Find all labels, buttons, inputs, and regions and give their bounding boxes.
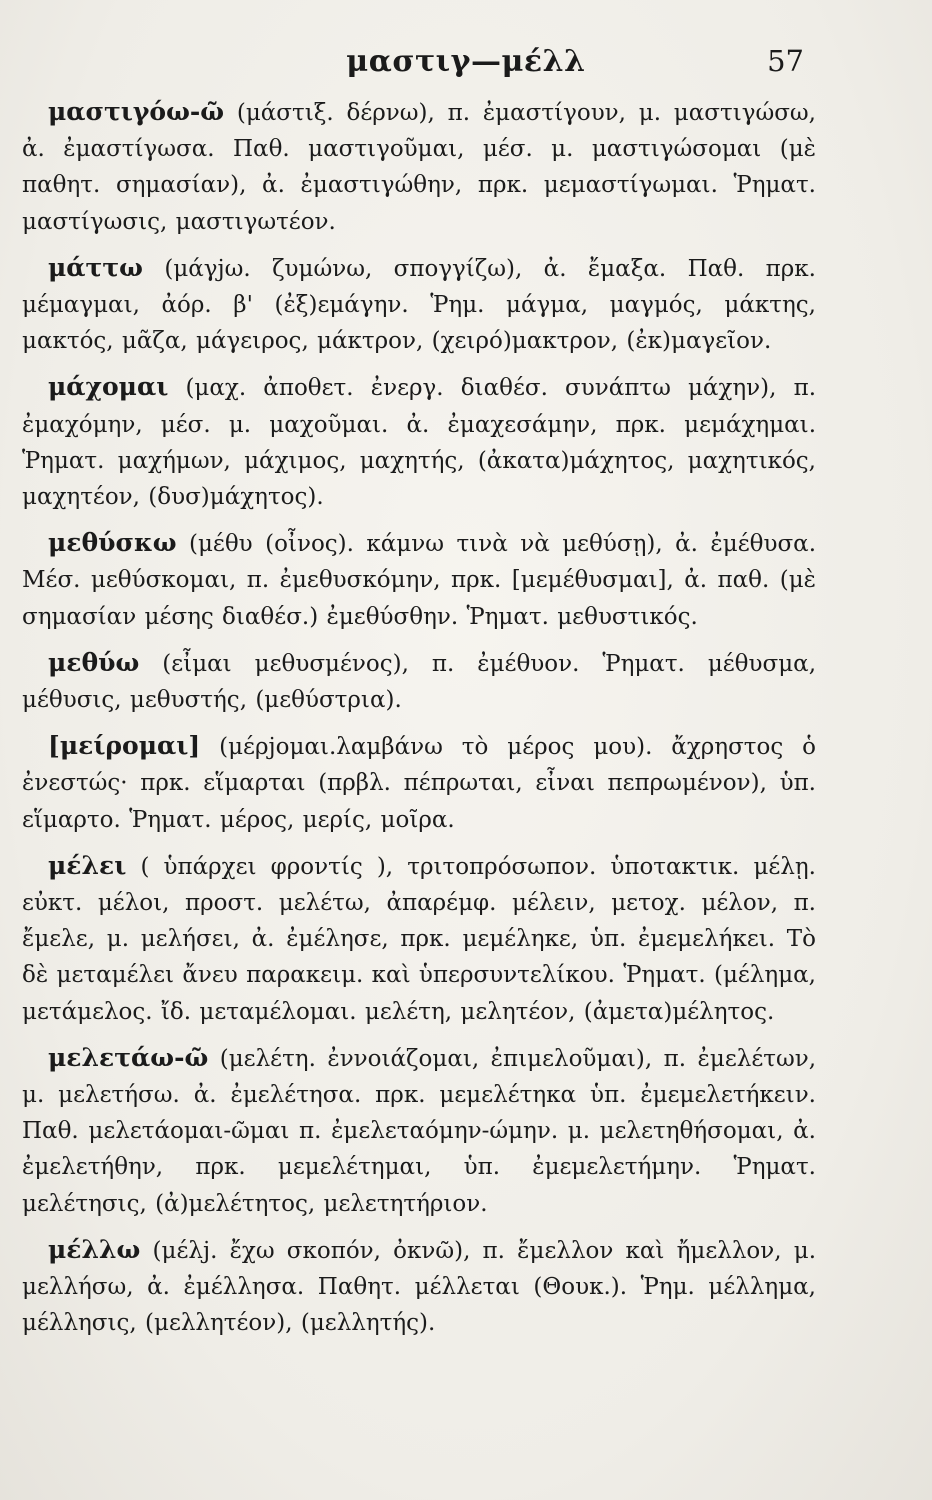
dictionary-entry bbox=[22, 525, 816, 635]
entry-headword: μάττω bbox=[48, 252, 143, 282]
entry-headword: μέλει bbox=[48, 850, 127, 880]
entry-definition: (μαχ. ἀποθετ. ἐνεργ. διαθέσ. συνάπτω μάχην), π. ἐμαχόμην, μέσ. μ. μαχοῦμαι. ἀ. ἐμαχεσάμην, πρκ. μεμάχημαι. Ῥηματ. μαχήμων, μάχιμος, μαχητής, (ἀκατα)μάχητος, μαχητικός, μαχητέον, (δυσ)μάχητος). bbox=[22, 375, 817, 511]
entry-headword: μελετάω-ῶ bbox=[48, 1042, 209, 1072]
entry-definition: (μέλj. ἔχω σκοπόν, ὀκνῶ), π. ἔμελλον καὶ ἤμελλον, μ. μελλήσω, ἀ. ἐμέλλησα. Παθητ. μέλλεται (Θουκ.). Ῥημ. μέλλημα, μέλλησις, (μελλητέον), (μελλητής). bbox=[22, 1237, 817, 1337]
entry-definition: (μάγjω. ζυμώνω, σπογγίζω), ἀ. ἔμαξα. Παθ. πρκ. μέμαγμαι, ἀόρ. β' (ἐξ)εμάγην. Ῥημ. μάγμα, μαγμός, μάκτης, μακτός, μᾶζα, μάγειρος, μάκτρον, (χειρό)μακτρον, (ἐκ)μαγεῖον. bbox=[22, 255, 816, 355]
dictionary-entry bbox=[22, 1040, 816, 1222]
entry-definition: (μελέτη. ἐννοιάζομαι, ἐπιμελοῦμαι), π. ἐμελέτων, μ. μελετήσω. ἀ. ἐμελέτησα. πρκ. μεμελέτηκα ὑπ. ἐμεμελετήκειν. Παθ. μελετάομαι-ῶμαι π. ἐμελεταόμην-ώμην. μ. μελετηθήσομαι, ἀ. ἐμελετήθην, πρκ. μεμελέτημαι, ὑπ. ἐμεμελετήμην. Ῥηματ. μελέτησις, (ἀ)μελέτητος, μελετητήριον. bbox=[22, 1045, 817, 1217]
entry-definition: (μέρjομαι.λαμβάνω τὸ μέρος μου). ἄχρηστος ὁ ἐνεστώς· πρκ. εἵμαρται (πρβλ. πέπρωται, εἶναι πεπρωμένον), ὑπ. εἵμαρτο. Ῥηματ. μέρος, μερίς, μοῖρα. bbox=[22, 734, 816, 833]
entry-definition: (εἶμαι μεθυσμένος), π. ἐμέθυον. Ῥηματ. μέθυσμα, μέθυσις, μεθυστής, (μεθύστρια). bbox=[22, 650, 816, 714]
running-head bbox=[0, 44, 932, 84]
entry-headword: μεθύω bbox=[48, 647, 140, 677]
entry-definition: (μάστιξ. δέρνω), π. ἐμαστίγουν, μ. μαστιγώσω, ἀ. ἐμαστίγωσα. Παθ. μαστιγοῦμαι, μέσ. μ. μαστιγώσομαι (μὲ παθητ. σημασίαν), ἀ. ἐμαστιγώθην, πρκ. μεμαστίγωμαι. Ῥηματ. μαστίγωσις, μαστιγωτέον. bbox=[22, 100, 816, 235]
dictionary-entry bbox=[22, 1232, 816, 1342]
dictionary-entries bbox=[22, 94, 816, 1352]
entry-headword: μάχομαι bbox=[48, 372, 169, 402]
dictionary-entry bbox=[22, 250, 816, 360]
entry-definition: (μέθυ (οἶνος). κάμνω τινὰ νὰ μεθύσῃ), ἀ. ἐμέθυσα. Μέσ. μεθύσκομαι, π. ἐμεθυσκόμην, πρκ. [μεμέθυσμαι], ἀ. παθ. (μὲ σημασίαν μέσης διαθέσ.) ἐμεθύσθην. Ῥηματ. μεθυστικός. bbox=[22, 531, 817, 630]
entry-headword: μέλλω bbox=[48, 1234, 141, 1264]
dictionary-entry bbox=[22, 369, 816, 515]
entry-headword: μεθύσκω bbox=[48, 528, 177, 558]
dictionary-entry bbox=[22, 728, 816, 838]
entry-definition: ( ὑπάρχει φροντίς ), τριτοπρόσωπον. ὑποτακτικ. μέλῃ. εὐκτ. μέλοι, προστ. μελέτω, ἀπαρέμφ. μέλειν, μετοχ. μέλον, π. ἔμελε, μ. μελήσει, ἀ. ἐμέλησε, πρκ. μεμέληκε, ὑπ. ἐμεμελήκει. Τὸ δὲ μεταμέλει ἄνευ παρακειμ. καὶ ὑπερσυντελίκου. Ῥηματ. (μέλημα, μετάμελος. ἴδ. μεταμέλομαι. μελέτη, μελητέον, (ἀμετα)μέλητος. bbox=[22, 853, 816, 1025]
running-head-title: μαστιγ—μέλλ bbox=[346, 44, 586, 79]
dictionary-entry bbox=[22, 94, 816, 240]
entry-headword: μαστιγόω-ῶ bbox=[48, 97, 225, 126]
entry-headword: [μείρομαι] bbox=[48, 731, 201, 761]
page-number: 57 bbox=[767, 44, 804, 78]
dictionary-entry bbox=[22, 645, 816, 718]
dictionary-entry bbox=[22, 848, 816, 1030]
